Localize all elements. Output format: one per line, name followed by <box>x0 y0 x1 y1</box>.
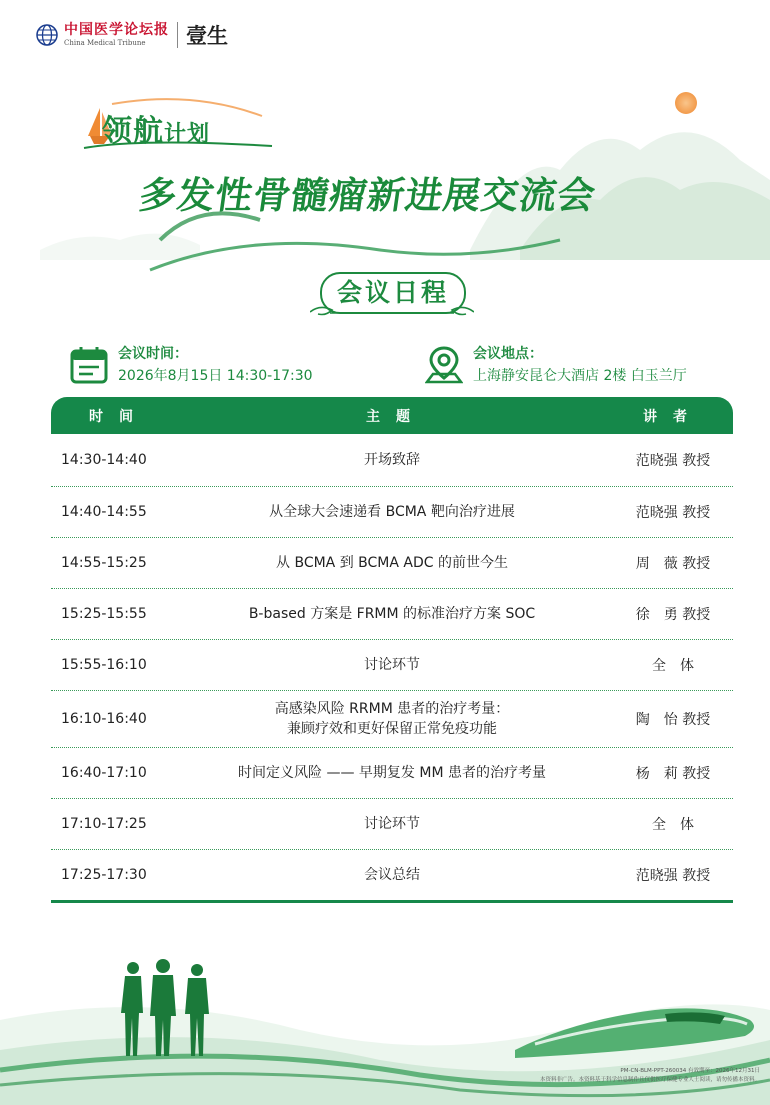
table-row <box>51 691 733 748</box>
row-speaker: 徐 勇 教授 <box>635 607 711 623</box>
globe-icon <box>36 24 58 46</box>
row-time: 14:30-14:40 <box>61 452 147 468</box>
sun-icon <box>675 92 697 114</box>
row-topic-line: 从全球大会速递看 BCMA 靶向治疗进展 <box>269 504 515 520</box>
meeting-location-value: 上海静安昆仑大酒店 2楼 白玉兰厅 <box>473 368 687 384</box>
row-speaker: 范晓强 教授 <box>635 453 711 469</box>
brand-name-cn: 中国医学论坛报 <box>64 22 169 38</box>
brand-logo <box>36 18 228 52</box>
meeting-time <box>70 346 313 385</box>
row-topic <box>171 814 613 834</box>
logo-divider <box>177 22 178 48</box>
row-time: 15:55-16:10 <box>61 657 147 673</box>
row-topic <box>171 553 613 573</box>
row-speaker: 全 体 <box>652 817 694 833</box>
program-logo <box>82 96 282 158</box>
row-time: 16:10-16:40 <box>61 711 147 727</box>
header-speaker: 讲者 <box>643 408 703 425</box>
row-topic <box>171 604 613 624</box>
row-speaker: 全 体 <box>652 658 694 674</box>
row-topic <box>171 763 613 783</box>
row-topic-line: B-based 方案是 FRMM 的标准治疗方案 SOC <box>248 606 536 622</box>
row-topic <box>171 655 613 675</box>
footer-code: PM-CN-BLM-PPT-260034 有效期至：2026年12月31日 <box>620 1068 760 1074</box>
row-topic-line: 时间定义风险 —— 早期复发 MM 患者的治疗考量 <box>238 765 546 781</box>
table-row <box>51 799 733 850</box>
program-name-suffix: 计划 <box>164 121 211 147</box>
table-row <box>51 850 733 903</box>
row-speaker: 范晓强 教授 <box>635 868 711 884</box>
row-topic-line: 会议总结 <box>364 867 420 883</box>
row-topic-line: 从 BCMA 到 BCMA ADC 的前世今生 <box>276 555 508 571</box>
row-speaker: 杨 莉 教授 <box>635 766 711 782</box>
row-time: 15:25-15:55 <box>61 606 147 622</box>
table-row <box>51 748 733 799</box>
table-row <box>51 434 733 487</box>
table-row <box>51 487 733 538</box>
header-topic: 主题 <box>366 408 426 425</box>
table-header <box>51 397 733 434</box>
row-topic-line: 开场致辞 <box>364 452 420 468</box>
program-name: 领航 <box>102 114 164 149</box>
calendar-icon <box>70 346 108 384</box>
brand-name-en: China Medical Tribune <box>64 39 146 47</box>
row-topic-line: 讨论环节 <box>364 816 420 832</box>
row-time: 17:10-17:25 <box>61 816 147 832</box>
row-topic-line: 高感染风险 RRMM 患者的治疗考量： <box>274 701 510 717</box>
meeting-time-value: 2026年8月15日 14:30-17:30 <box>118 368 313 384</box>
row-time: 16:40-17:10 <box>61 765 147 781</box>
row-topic <box>171 450 613 470</box>
table-row <box>51 589 733 640</box>
table-row <box>51 538 733 589</box>
meeting-location-label: 会议地点： <box>473 346 543 362</box>
map-pin-icon <box>425 346 463 384</box>
high-speed-train-icon <box>515 980 760 1060</box>
row-topic <box>171 699 613 739</box>
schedule-heading-text: 会议日程 <box>336 278 449 307</box>
schedule-table <box>51 397 733 903</box>
table-row <box>51 640 733 691</box>
row-topic-line: 兼顾疗效和更好保留正常免疫功能 <box>287 721 497 737</box>
row-topic-line: 讨论环节 <box>364 657 420 673</box>
footer-notice: 本资料非广告。本资料基于科学信息制作且仅供医疗保健专业人士阅读，请勿传播本资料。 <box>539 1077 760 1083</box>
row-speaker: 陶 怡 教授 <box>635 712 711 728</box>
schedule-heading <box>310 268 474 316</box>
row-speaker: 周 薇 教授 <box>635 556 711 572</box>
row-speaker: 范晓强 教授 <box>635 505 711 521</box>
row-time: 14:40-14:55 <box>61 504 147 520</box>
row-time: 14:55-15:25 <box>61 555 147 571</box>
meeting-location <box>425 346 687 385</box>
row-topic <box>171 865 613 885</box>
row-time: 17:25-17:30 <box>61 867 147 883</box>
row-topic <box>171 502 613 522</box>
people-silhouette-icon <box>115 958 225 1058</box>
meeting-time-label: 会议时间： <box>118 346 188 362</box>
brand-sub-logo: 壹生 <box>186 23 228 48</box>
page-title: 多发性骨髓瘤新进展交流会 <box>136 173 599 217</box>
header-time: 时间 <box>89 408 149 425</box>
footer-disclaimer <box>540 1067 760 1085</box>
